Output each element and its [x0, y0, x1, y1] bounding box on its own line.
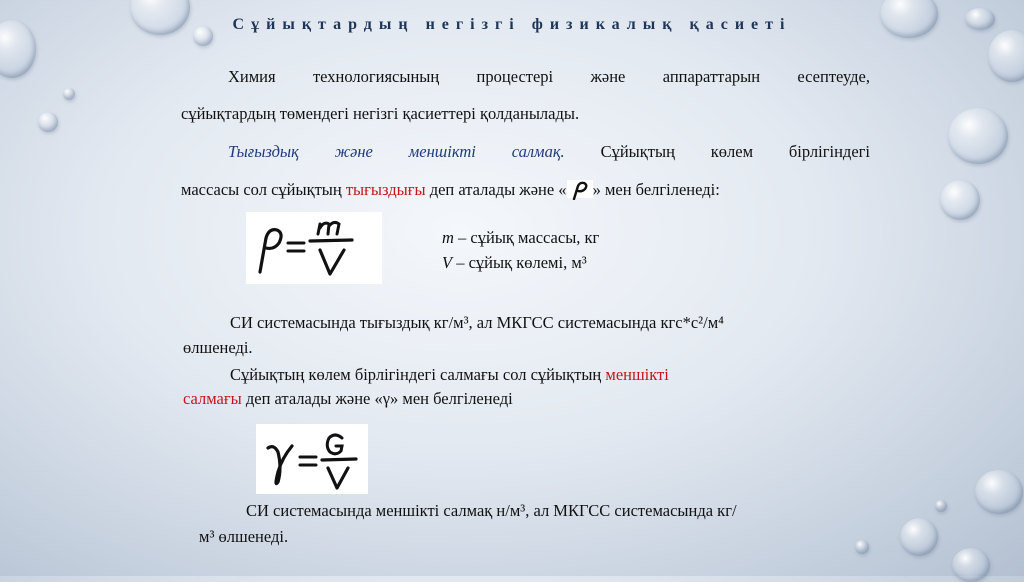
mass-description: – сұйық массасы, кг [458, 228, 600, 247]
paragraph-3-line-1: СИ системасында тығыздық кг/м³, ал МКГСС системасында кгс*с²/м⁴ [230, 313, 724, 332]
water-drop-decoration [940, 180, 980, 220]
water-drop-decoration [948, 108, 1008, 164]
paragraph-1-line-2: сұйықтардың төмендегі негізгі қасиеттері қолданылады. [181, 104, 580, 123]
volume-symbol: V [442, 253, 453, 272]
specific-weight-formula-image [256, 424, 368, 494]
water-drop-decoration [952, 548, 990, 582]
water-drop-decoration [38, 112, 58, 132]
water-drop-decoration [855, 540, 869, 554]
water-drop-decoration [935, 500, 947, 512]
paragraph-2-line-1-rest: Сұйықтың көлем бірлігіндегі [600, 142, 870, 161]
paragraph-5-line-1: СИ системасында меншікті салмақ н/м³, ал МКГСС системасында кг/ [246, 501, 737, 520]
paragraph-4-text-b: деп аталады және «γ» мен белгіленеді [245, 389, 513, 408]
paragraph-2-text-a: массасы сол сұйықтың [181, 180, 342, 199]
slide-title: Сұйықтардың негізгі физикалық қасиеті [232, 16, 792, 33]
water-drop-decoration [900, 518, 938, 556]
volume-description: – сұйық көлемі, м³ [456, 253, 587, 272]
paragraph-2-text-b: деп аталады және « [429, 180, 567, 199]
legend-mass [442, 228, 599, 248]
paragraph-2-text-c: » мен белгіленеді: [592, 180, 720, 199]
water-drop-decoration [63, 88, 75, 100]
paragraph-2-line-2 [181, 180, 720, 200]
paragraph-4-line-2 [183, 389, 513, 409]
paragraph-5-line-2: м³ өлшенеді. [199, 527, 289, 546]
term-specific-weight-part-1: меншікті [605, 365, 669, 384]
density-formula-image [246, 212, 382, 284]
paragraph-2-line-1 [228, 142, 870, 162]
term-density: тығыздығы [345, 180, 426, 199]
paragraph-1-line-1: Химия технологиясының процестері және аппараттарын есептеуде, [228, 67, 870, 86]
term-specific-weight-part-2: салмағы [183, 389, 242, 408]
paragraph-4-text-a: Сұйықтың көлем бірлігіндегі салмағы сол сұйықтың [230, 365, 602, 384]
paragraph-3-line-2: өлшенеді. [183, 338, 253, 357]
legend-volume [442, 253, 587, 273]
mass-symbol: m [442, 228, 454, 247]
water-drop-decoration [975, 470, 1023, 514]
paragraph-4-line-1 [230, 365, 669, 385]
definition-heading: Тығыздық және меншікті салмақ. [228, 142, 565, 161]
water-drop-decoration [988, 30, 1024, 82]
rho-symbol-image [567, 180, 593, 198]
